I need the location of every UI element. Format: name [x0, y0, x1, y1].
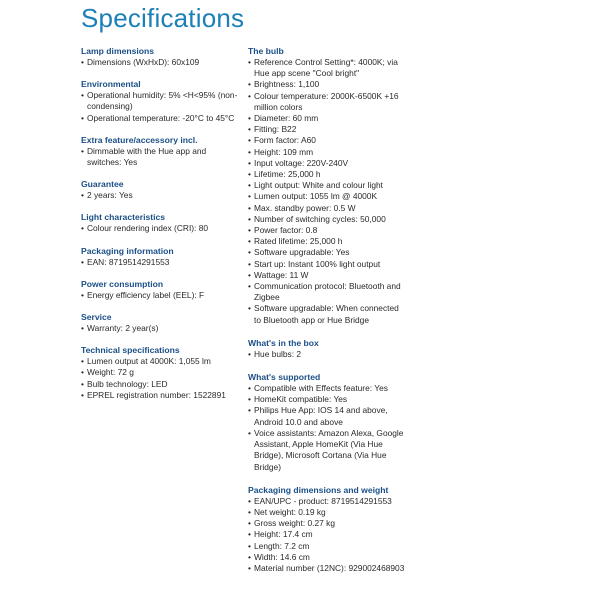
- spec-list: [81, 257, 241, 268]
- spec-item: • Wattage: 11 W: [248, 270, 408, 281]
- spec-item: • Fitting: B22: [248, 124, 408, 135]
- section-heading: What's in the box: [248, 337, 319, 348]
- spec-item: • Max. standby power: 0.5 W: [248, 203, 408, 214]
- spec-list: [81, 290, 241, 301]
- spec-item: • Operational temperature: -20°C to 45°C: [81, 113, 241, 124]
- spec-item: • Philips Hue App: IOS 14 and above, Android 10.0 and above: [248, 405, 408, 427]
- spec-item: • Length: 7.2 cm: [248, 541, 408, 552]
- spec-item: • HomeKit compatible: Yes: [248, 394, 408, 405]
- section-heading: Lamp dimensions: [81, 46, 155, 56]
- spec-item: • Number of switching cycles: 50,000: [248, 214, 408, 225]
- spec-list: [81, 356, 241, 401]
- spec-section-extra-feature-accessory-incl: [81, 135, 241, 168]
- spec-section-power-consumption: [81, 279, 241, 301]
- spec-list: [81, 146, 241, 168]
- spec-item: • Form factor: A60: [248, 135, 408, 146]
- spec-item: • Rated lifetime: 25,000 h: [248, 236, 408, 247]
- section-heading: Packaging information: [81, 245, 174, 256]
- spec-item: • EAN/UPC - product: 8719514291553: [248, 496, 408, 507]
- spec-section-service: [81, 312, 241, 334]
- spec-item: • Light output: White and colour light: [248, 180, 408, 191]
- spec-item: • Reference Control Setting*: 4000K; via Hue app scene "Cool bright": [248, 57, 408, 79]
- spec-item: • Input voltage: 220V-240V: [248, 158, 408, 169]
- spec-section-environmental: [81, 79, 241, 124]
- section-heading: The bulb: [248, 46, 284, 56]
- section-heading: Packaging dimensions and weight: [248, 484, 389, 495]
- spec-section-technical-specifications: [81, 345, 241, 401]
- page-title: Specifications: [81, 3, 245, 33]
- spec-item: • Lumen output: 1055 lm @ 4000K: [248, 191, 408, 202]
- spec-list: [81, 223, 241, 234]
- spec-list: [81, 90, 241, 124]
- spec-list: [81, 57, 241, 68]
- spec-item: • Diameter: 60 mm: [248, 113, 408, 124]
- spec-section-lamp-dimensions: [81, 46, 241, 68]
- spec-item: • Gross weight: 0.27 kg: [248, 518, 408, 529]
- spec-item: • Height: 109 mm: [248, 147, 408, 158]
- spec-section-light-characteristics: [81, 212, 241, 234]
- spec-list: [248, 383, 408, 473]
- spec-item: • Colour temperature: 2000K-6500K +16 million colors: [248, 91, 408, 113]
- section-heading: Guarantee: [81, 179, 124, 190]
- spec-item: • Software upgradable: Yes: [248, 247, 408, 258]
- spec-item: • Colour rendering index (CRI): 80: [81, 223, 241, 234]
- left-spec-column: [81, 46, 241, 412]
- spec-section-guarantee: [81, 179, 241, 201]
- spec-item: • Operational humidity: 5% <H<95% (non-condensing): [81, 90, 241, 112]
- right-spec-column: [248, 46, 408, 586]
- spec-section-packaging-dimensions-and-weight: [248, 485, 408, 574]
- spec-section-what-s-supported: [248, 372, 408, 473]
- spec-item: • Communication protocol: Bluetooth and Zigbee: [248, 281, 408, 303]
- spec-item: • EPREL registration number: 1522891: [81, 390, 241, 401]
- section-heading: What's supported: [248, 372, 321, 383]
- spec-item: • Hue bulbs: 2: [248, 349, 408, 360]
- spec-item: • 2 years: Yes: [81, 190, 241, 201]
- section-heading: Power consumption: [81, 278, 164, 289]
- section-heading: Environmental: [81, 79, 141, 90]
- section-heading: Service: [81, 312, 112, 323]
- spec-list: [248, 349, 408, 360]
- spec-section-packaging-information: [81, 246, 241, 268]
- spec-item: • Software upgradable: When connected to Bluetooth app or Hue Bridge: [248, 303, 408, 325]
- spec-item: • Warranty: 2 year(s): [81, 323, 241, 334]
- spec-item: • Bulb technology: LED: [81, 379, 241, 390]
- spec-item: • Weight: 72 g: [81, 367, 241, 378]
- spec-item: • Voice assistants: Amazon Alexa, Google Assistant, Apple HomeKit (Via Hue Bridge), Microsoft Cortana (Via Hue Bridge): [248, 428, 408, 473]
- spec-section-the-bulb: [248, 46, 408, 326]
- spec-item: • Net weight: 0.19 kg: [248, 507, 408, 518]
- spec-item: • Power factor: 0.8: [248, 225, 408, 236]
- section-heading: Technical specifications: [81, 345, 180, 356]
- spec-list: [248, 57, 408, 326]
- spec-item: • Compatible with Effects feature: Yes: [248, 383, 408, 394]
- spec-item: • Width: 14.6 cm: [248, 552, 408, 563]
- spec-section-what-s-in-the-box: [248, 338, 408, 360]
- spec-item: • Height: 17.4 cm: [248, 529, 408, 540]
- section-heading: Light characteristics: [81, 212, 166, 223]
- spec-list: [81, 190, 241, 201]
- section-heading: Extra feature/accessory incl.: [81, 134, 198, 145]
- spec-item: • Start up: Instant 100% light output: [248, 259, 408, 270]
- spec-item: • Lumen output at 4000K: 1,055 lm: [81, 356, 241, 367]
- spec-item: • Material number (12NC): 929002468903: [248, 563, 408, 574]
- spec-item: • Dimmable with the Hue app and switches: Yes: [81, 146, 241, 168]
- spec-list: [248, 496, 408, 574]
- spec-item: • Dimensions (WxHxD): 60x109: [81, 57, 241, 68]
- spec-list: [81, 323, 241, 334]
- spec-item: • Lifetime: 25,000 h: [248, 169, 408, 180]
- spec-item: • Energy efficiency label (EEL): F: [81, 290, 241, 301]
- spec-item: • Brightness: 1,100: [248, 79, 408, 90]
- spec-item: • EAN: 8719514291553: [81, 257, 241, 268]
